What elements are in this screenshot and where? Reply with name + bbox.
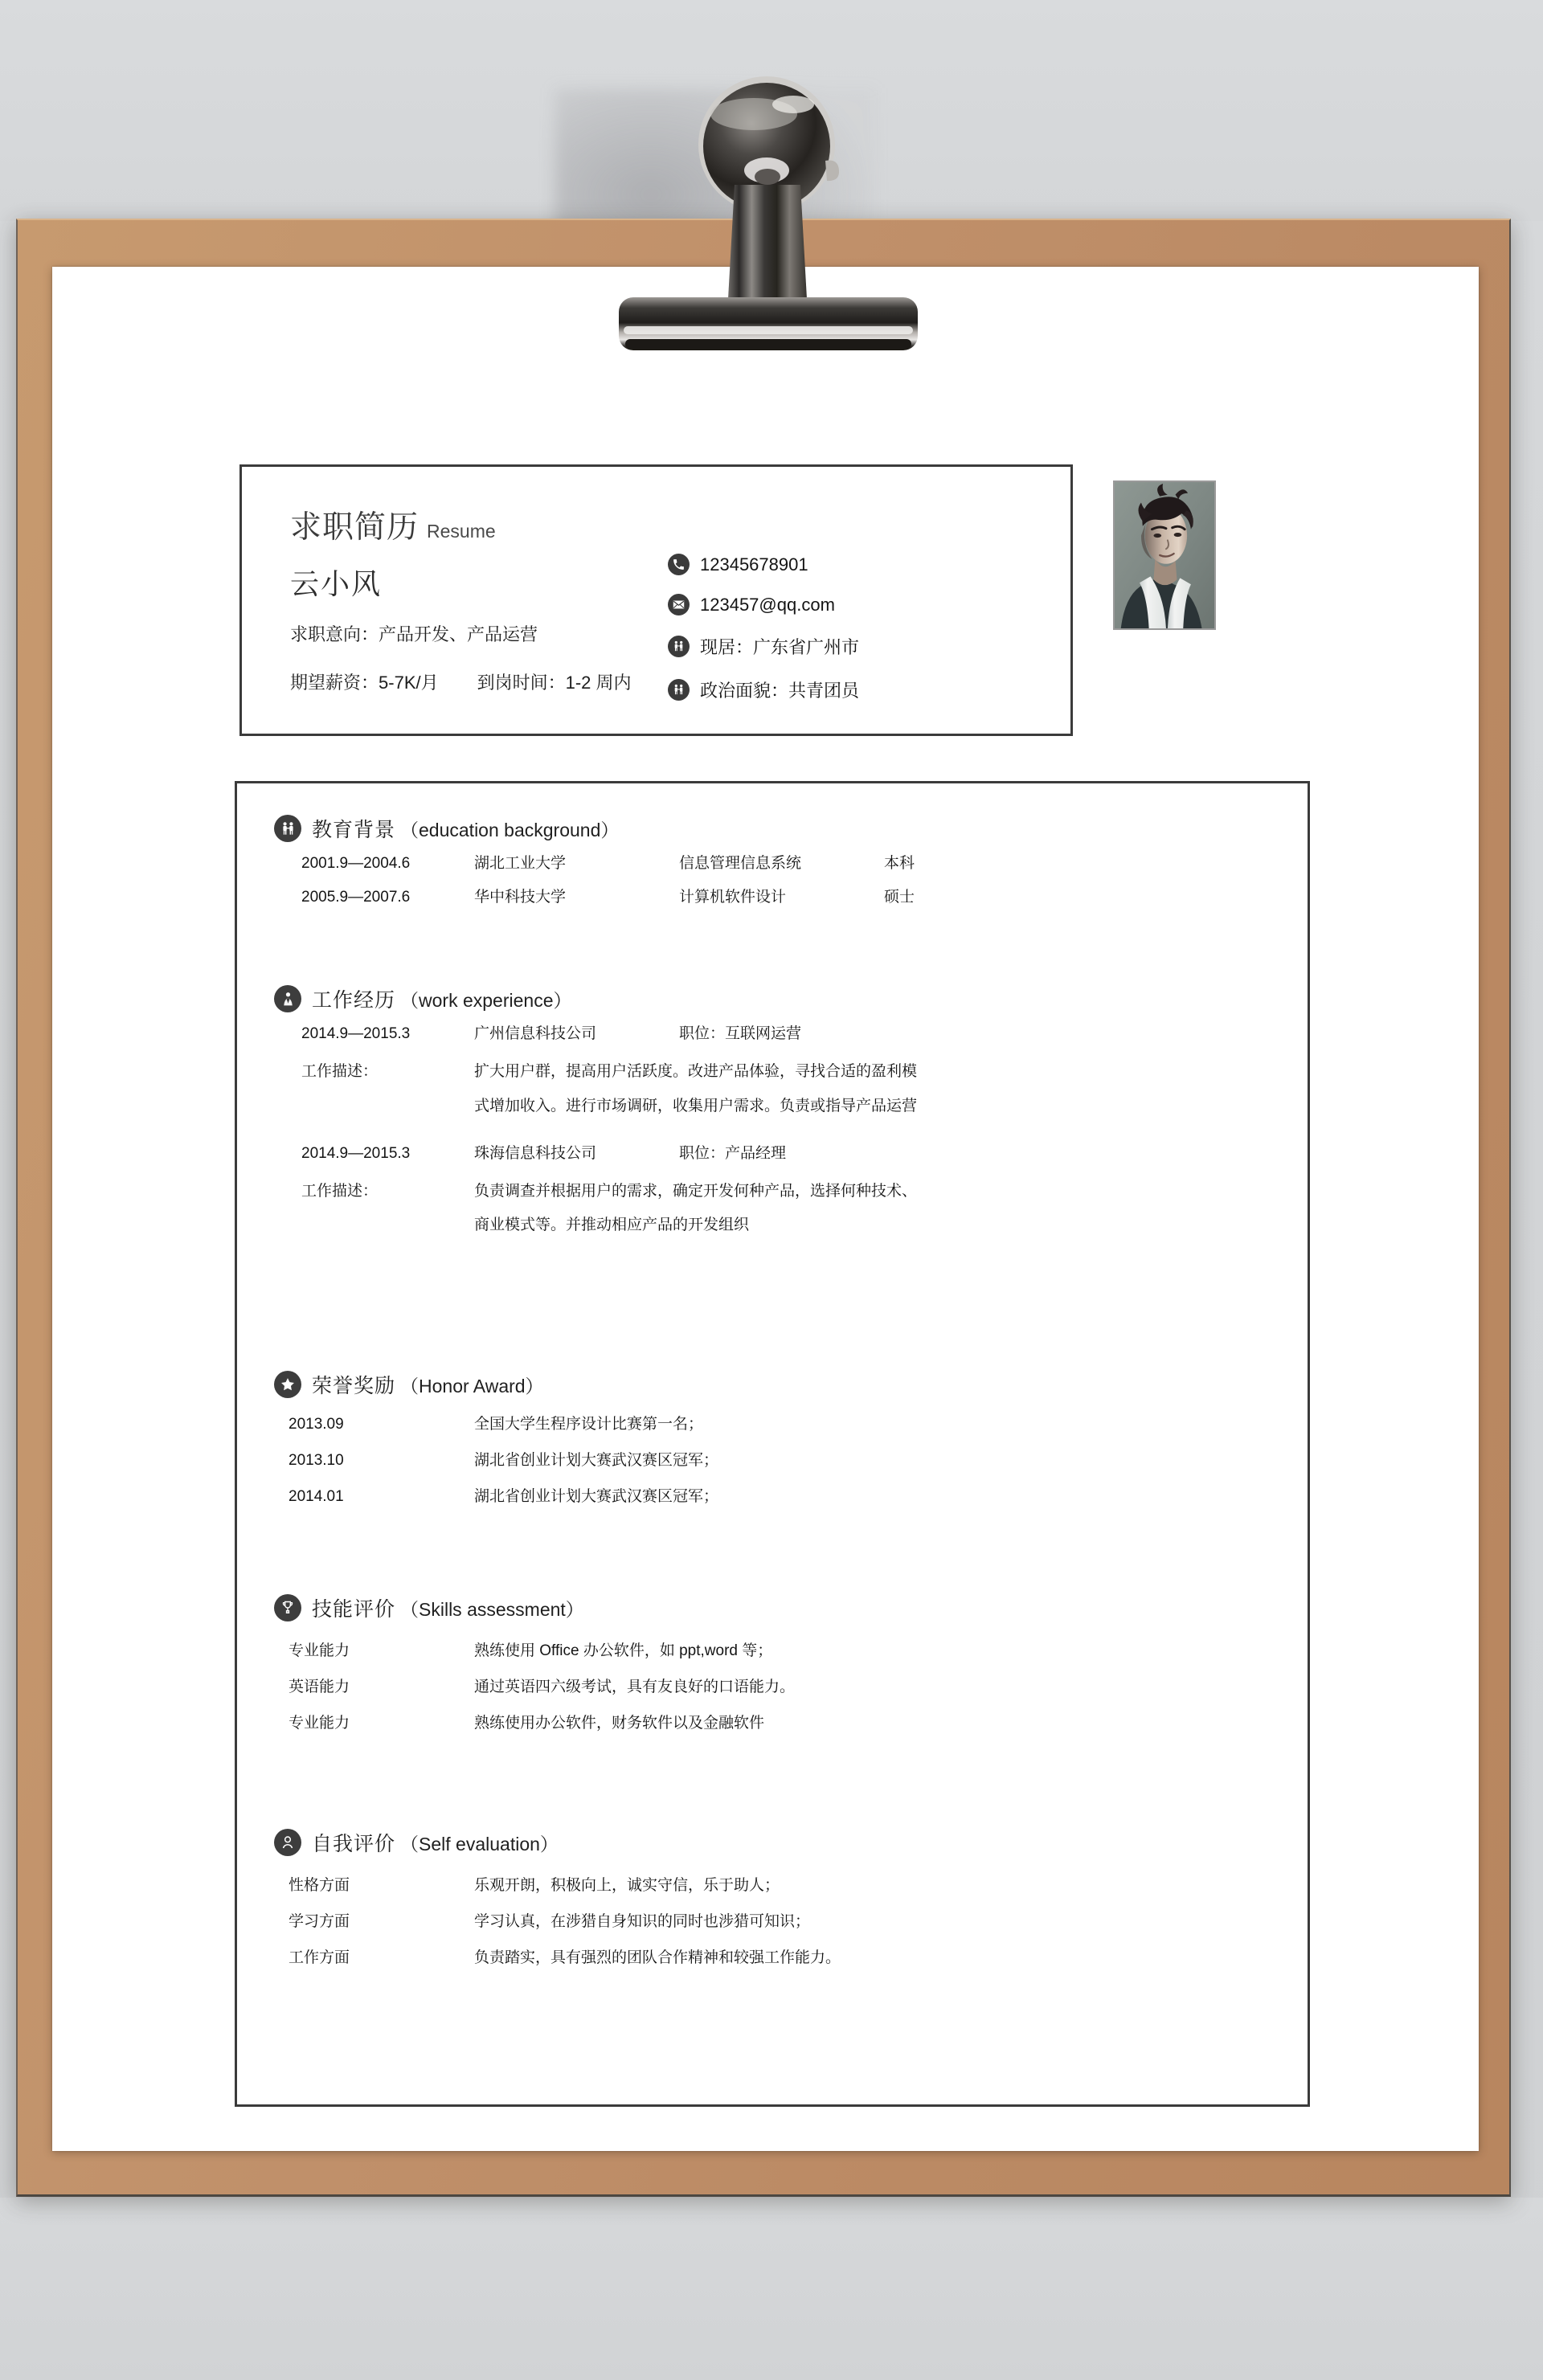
self-label: 工作方面	[289, 1949, 350, 1966]
phone-icon	[668, 554, 690, 575]
job-intent-line	[290, 621, 538, 646]
section-title-en: （Honor Award）	[400, 1376, 544, 1397]
section-self-title	[312, 1828, 559, 1857]
table-row	[237, 886, 1308, 910]
section-title-zh: 工作经历	[312, 989, 396, 1012]
contact-email	[668, 594, 859, 615]
skills-rows	[237, 1640, 1308, 1736]
education-date: 2005.9—2007.6	[301, 888, 411, 906]
people-icon	[668, 679, 690, 701]
work-position: 职位：产品经理	[679, 1144, 787, 1162]
arrival-label: 到岗时间：	[477, 673, 566, 693]
honor-date: 2013.10	[289, 1451, 344, 1469]
work-company: 珠海信息科技公司	[474, 1144, 597, 1162]
education-school: 湖北工业大学	[474, 855, 567, 872]
contact-phone-text: 12345678901	[700, 554, 808, 575]
section-title-en: （Skills assessment）	[400, 1599, 584, 1620]
self-text: 负责踏实，具有强烈的团队合作精神和较强工作能力。	[474, 1949, 841, 1966]
section-self-evaluation	[237, 1828, 1308, 1983]
work-desc-label: 工作描述：	[301, 1062, 379, 1080]
section-education-header	[237, 814, 1308, 843]
section-work-title	[312, 984, 571, 1013]
section-self-header	[237, 1828, 1308, 1857]
section-skills-header	[237, 1593, 1308, 1622]
work-date: 2014.9—2015.3	[301, 1144, 411, 1162]
section-skills-title	[312, 1593, 584, 1622]
table-row	[237, 1023, 1308, 1046]
education-school: 华中科技大学	[474, 888, 567, 906]
education-date: 2001.9—2004.6	[301, 855, 411, 872]
education-major: 信息管理信息系统	[679, 855, 802, 872]
table-row	[237, 1911, 1308, 1934]
two-people-icon	[274, 815, 301, 842]
skill-text: 通过英语四六级考试，具有友良好的口语能力。	[474, 1678, 796, 1695]
table-row	[237, 1640, 1308, 1663]
backdrop-lower	[0, 2198, 1543, 2380]
salary-value: 5-7K/月	[379, 673, 439, 693]
section-education-title	[312, 814, 619, 843]
section-education	[237, 814, 1308, 920]
salary-arrival-line	[290, 669, 632, 694]
salary-label: 期望薪资：	[290, 673, 379, 693]
section-skills	[237, 1593, 1308, 1748]
work-company: 广州信息科技公司	[474, 1025, 597, 1042]
table-row	[237, 1143, 1308, 1166]
section-title-en: （Self evaluation）	[400, 1834, 559, 1855]
education-major: 计算机软件设计	[679, 888, 787, 906]
job-intent-label: 求职意向：	[290, 624, 379, 644]
contact-email-text: 123457@qq.com	[700, 594, 835, 615]
skill-text: 熟练使用办公软件，财务软件以及金融软件	[474, 1714, 765, 1732]
arrival-value: 1-2 周内	[565, 673, 632, 693]
self-rows	[237, 1875, 1308, 1970]
table-row	[237, 1676, 1308, 1699]
work-desc-line: 商业模式等。并推动相应产品的开发组织	[474, 1217, 750, 1234]
skill-label: 专业能力	[289, 1642, 350, 1659]
honor-date: 2013.09	[289, 1416, 344, 1433]
resume-title-en: Resume	[427, 521, 496, 542]
contact-residence	[668, 634, 859, 659]
table-row	[237, 1875, 1308, 1898]
resume-header-box	[239, 464, 1073, 736]
skill-text: 熟练使用 Office 办公软件，如 ppt,word 等；	[474, 1642, 773, 1659]
resume-body-box	[235, 781, 1310, 2107]
section-title-zh: 教育背景	[312, 819, 396, 841]
person-icon	[274, 1829, 301, 1856]
table-row	[237, 1061, 1308, 1118]
education-degree: 硕士	[884, 888, 915, 906]
contact-political-text: 政治面貌：共青团员	[700, 681, 860, 701]
table-row	[237, 1947, 1308, 1970]
section-honor-header	[237, 1370, 1308, 1399]
self-text: 学习认真，在涉猎自身知识的同时也涉猎可知识；	[474, 1912, 811, 1930]
self-label: 性格方面	[289, 1877, 350, 1894]
work-desc-line: 式增加收入。进行市场调研，收集用户需求。负责或指导产品运营	[474, 1097, 918, 1114]
section-work-experience	[237, 984, 1308, 1237]
work-position: 职位：互联网运营	[679, 1025, 802, 1042]
work-desc-label: 工作描述：	[301, 1182, 379, 1200]
self-text: 乐观开朗，积极向上，诚实守信，乐于助人；	[474, 1877, 780, 1894]
self-label: 学习方面	[289, 1912, 350, 1930]
star-icon	[274, 1371, 301, 1398]
work-desc-body	[474, 1180, 924, 1238]
contact-list	[668, 554, 859, 702]
page-title	[290, 502, 496, 547]
section-title-zh: 荣誉奖励	[312, 1375, 396, 1397]
work-desc-line: 扩大用户群，提高用户活跃度。改进产品体验，寻找合适的盈利模	[474, 1062, 918, 1080]
suit-person-icon	[274, 985, 301, 1012]
section-honor-award	[237, 1370, 1308, 1522]
contact-residence-text: 现居：广东省广州市	[700, 637, 860, 657]
skill-label: 英语能力	[289, 1678, 350, 1695]
table-row	[237, 1413, 1308, 1437]
resume-title-zh: 求职简历	[290, 510, 420, 545]
arrival-group	[477, 669, 632, 694]
applicant-name: 云小风	[290, 567, 383, 600]
applicant-photo	[1113, 480, 1216, 630]
table-row	[237, 1180, 1308, 1238]
table-row	[237, 1486, 1308, 1509]
trophy-icon	[274, 1594, 301, 1621]
table-row	[237, 1712, 1308, 1736]
work-desc-body	[474, 1061, 924, 1118]
honor-text: 湖北省创业计划大赛武汉赛区冠军；	[474, 1487, 719, 1505]
people-icon	[668, 636, 690, 657]
education-degree: 本科	[884, 855, 915, 872]
work-rows	[237, 1023, 1308, 1237]
honor-date: 2014.01	[289, 1487, 344, 1505]
table-row	[237, 1450, 1308, 1473]
work-date: 2014.9—2015.3	[301, 1025, 411, 1042]
salary-group	[290, 669, 439, 694]
education-rows	[237, 853, 1308, 910]
section-title-en: （education background）	[400, 820, 620, 840]
section-title-zh: 自我评价	[312, 1833, 396, 1855]
contact-political-status	[668, 677, 859, 702]
skill-label: 专业能力	[289, 1714, 350, 1732]
section-title-en: （work experience）	[400, 990, 572, 1011]
table-row	[237, 853, 1308, 876]
job-intent-value: 产品开发、产品运营	[379, 624, 538, 644]
contact-phone	[668, 554, 859, 575]
email-icon	[668, 594, 690, 615]
section-title-zh: 技能评价	[312, 1598, 396, 1621]
work-desc-line: 负责调查并根据用户的需求，确定开发何种产品，选择何种技术、	[474, 1182, 918, 1200]
section-honor-title	[312, 1370, 544, 1399]
honor-rows	[237, 1413, 1308, 1509]
section-work-header	[237, 984, 1308, 1013]
honor-text: 湖北省创业计划大赛武汉赛区冠军；	[474, 1451, 719, 1469]
honor-text: 全国大学生程序设计比赛第一名；	[474, 1416, 704, 1433]
